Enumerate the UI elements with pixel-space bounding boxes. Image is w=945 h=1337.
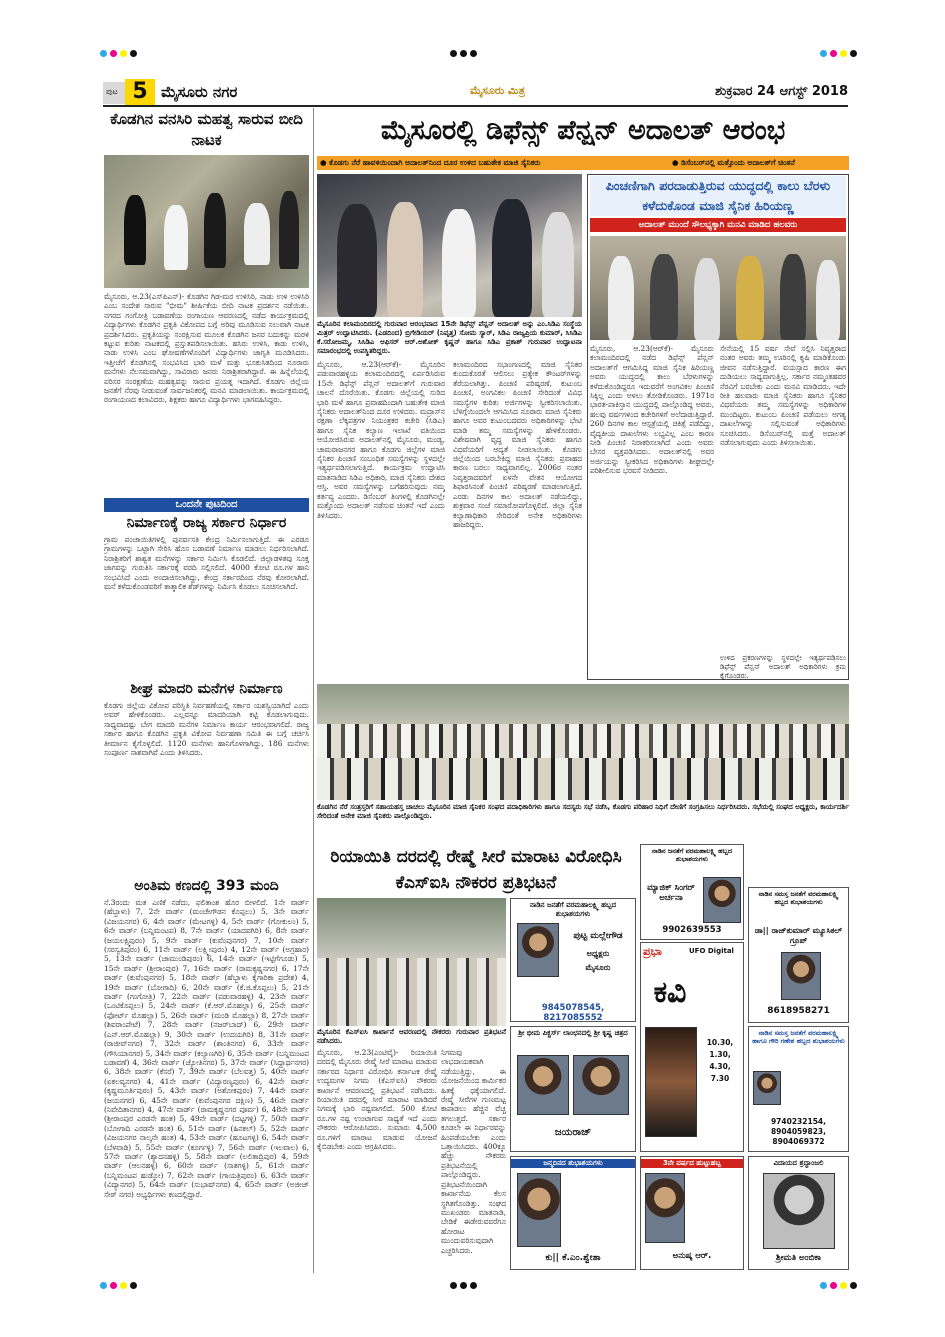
ad3-title: ನಾಡಿನ ಸಮಸ್ತ ಜನತೆಗೆ ವರಮಹಾಲಕ್ಷ್ಮಿ ಹಬ್ಬದ ಶುಭಾಶಯಗಳು: [758, 890, 839, 906]
ad5-poster: [645, 1027, 697, 1137]
column-rule-left: [313, 108, 314, 1273]
ad-prabha-kavi: [640, 942, 744, 1152]
ad2-name: ಮ್ಯಾಜಿಕ್ ಸಿಂಗರ್ ಅರ್ಚನಾ: [647, 883, 695, 903]
lead-sub-left: ● ಕೊಡಗು ನೆರೆ ಹಾವಳಿಯಿಂದಾಗಿ ಅದಾಲತ್‌ನಿಂದ ದೂರ ಉಳಿದ ಬಹುತೇಕ ಮಾಜಿ ಸೈನಿಕರು: [320, 158, 541, 167]
ad-birthday-shwetha: [510, 1156, 636, 1270]
ad-bheema-pictures: [510, 1026, 636, 1152]
page-header: [103, 79, 848, 104]
ad3-portrait: [781, 952, 821, 1000]
ad1-portrait: [517, 923, 559, 977]
lead-headline: ಮೈಸೂರಲ್ಲಿ ಡಿಫೆನ್ಸ್ ಪೆನ್ಷನ್ ಅದಾಲತ್ ಆರಂಭ: [380, 115, 786, 146]
group-photo-caption: ಕೊಡಗಿನ ನೆರೆ ಸಂತ್ರಸ್ತರಿಗೆ ಸಹಾಯಹಸ್ತ ಚಾಚಲು ಮೈಸೂರಿನ ಮಾಜಿ ಸೈನಿಕರ ಸಂಘದ ಪದಾಧಿಕಾರಿಗಳು ಹಾಗೂ ಸದಸ್ಯರು ಸಭೆ ನಡೆಸಿ, ಕೊಡಗು ಪರಿಹಾರ ನಿಧಿಗೆ ದೇಣಿಗೆ ಸಂಗ್ರಹಿಸಲು ನಿರ್ಧರಿಸಿದರು. ಸಭೆಯಲ್ಲಿ ಸಂಘದ ಅಧ್ಯಕ್ಷರು, ಕಾರ್ಯದರ್ಶಿ ಸೇರಿದಂತೆ ಅನೇಕ ಮಾಜಿ ಸೈನಿಕರು ಪಾಲ್ಗೊಂಡಿದ್ದರು.: [317, 803, 849, 820]
registration-marks-bottom-right: [820, 1282, 857, 1289]
ad7-name: ಕು|| ಕೆ.ಎಂ.ಶ್ವೇತಾ: [545, 1253, 601, 1263]
group-photo: [317, 684, 849, 800]
ad4-portrait-2: [573, 1055, 629, 1115]
lead-body-col2: ಕಲಾಮಂದಿರದ ಸಭಾಂಗಣದಲ್ಲಿ ಮಾಜಿ ಸೈನಿಕರ ಕುಂದುಕೊರತೆ ಆಲಿಸಲು ಪ್ರತ್ಯೇಕ ಕೌಂಟರ್‌ಗಳನ್ನು ತೆರೆಯಲಾಗಿತ್ತು. ಪಿಂಚಣಿ ಪರಿಷ್ಕರಣೆ, ಕುಟುಂಬ ಪಿಂಚಣಿ, ಅಂಗವಿಕಲ ಪಿಂಚಣಿ ಸೇರಿದಂತೆ ವಿವಿಧ ಸಮಸ್ಯೆಗಳ ಕುರಿತು ಅರ್ಜಿಗಳನ್ನು ಸ್ವೀಕರಿಸಲಾಯಿತು. ಬೆಳಿಗ್ಗೆಯಿಂದಲೇ ಆಗಮಿಸಿದ ನೂರಾರು ಮಾಜಿ ಸೈನಿಕರು ಹಾಗೂ ಅವರ ಕುಟುಂಬದವರು ಅಧಿಕಾರಿಗಳನ್ನು ಭೇಟಿ ಮಾಡಿ ತಮ್ಮ ಸಮಸ್ಯೆಗಳನ್ನು ಹೇಳಿಕೊಂಡರು. ವಿಶೇಷವಾಗಿ ವೃದ್ಧ ಮಾಜಿ ಸೈನಿಕರು ಹಾಗೂ ವಿಧವೆಯರಿಗೆ ಆದ್ಯತೆ ನೀಡಲಾಯಿತು. ಕೊಡಗು ಜಿಲ್ಲೆಯಿಂದ ಬರಬೇಕಿದ್ದ ಮಾಜಿ ಸೈನಿಕರು ಪ್ರವಾಹದ ಕಾರಣ ಬರಲು ಸಾಧ್ಯವಾಗಲಿಲ್ಲ. 2006ರ ನಂತರ ನಿವೃತ್ತರಾದವರಿಗೆ ಏಳನೇ ವೇತನ ಆಯೋಗದ ಶಿಫಾರಸಿನಂತೆ ಪಿಂಚಣಿ ಪರಿಷ್ಕರಣೆ ಮಾಡಲಾಗುತ್ತಿದೆ. ಎರಡು ದಿನಗಳ ಕಾಲ ಅದಾಲತ್ ನಡೆಯಲಿದ್ದು, ಶುಕ್ರವಾರ ಸಂಜೆ ಸಮಾರೋಪಗೊಳ್ಳಲಿದೆ. ಜಿಲ್ಲಾ ಸೈನಿಕ ಕಲ್ಯಾಣಾಧಿಕಾರಿ ಸೇರಿದಂತೆ ಅನೇಕ ಅಧಿಕಾರಿಗಳು ಹಾಜರಿದ್ದರು.: [453, 360, 582, 529]
ad4-name: ಜಯರಾಜ್: [554, 1127, 592, 1138]
ondane-band: ಒಂದನೇ ಪುಟದಿಂದ: [104, 498, 309, 512]
ad9-name: ಶ್ರೀಮತಿ ಅಂಬಿಕಾ: [776, 1253, 821, 1263]
ad6-portrait: [753, 1071, 781, 1105]
masthead: ಮೈಸೂರು ಮಿತ್ರ: [470, 84, 525, 97]
ad8-title: 3ನೇ ವರ್ಷದ ಹುಟ್ಟುಹಬ್ಬ: [641, 1159, 743, 1168]
ad4-portrait-1: [517, 1055, 569, 1115]
ad1-name: ಪುಟ್ಟ ಮಲ್ಲೇಗೌಡ: [573, 931, 623, 941]
ad2-title: ನಾಡಿನ ಜನತೆಗೆ ವರಮಹಾಲಕ್ಷ್ಮಿ ಹಬ್ಬದ ಶುಭಾಶಯಗಳು: [651, 847, 733, 863]
shighra-headline: ಶೀಘ್ರ ಮಾದರಿ ಮನೆಗಳ ನಿರ್ಮಾಣ: [130, 681, 283, 697]
left-story-headline: ಕೊಡಗಿನ ವನಸಿರಿ ಮಹತ್ವ ಸಾರುವ ಬೀದಿ ನಾಟಕ: [110, 110, 303, 149]
antima-headline: ಅಂತಿಮ ಕಣದಲ್ಲಿ 393 ಮಂದಿ: [134, 878, 279, 894]
ad6-title: ನಾಡಿನ ಸಮಸ್ತ ಜನತೆಗೆ ವರಮಹಾಲಕ್ಷ್ಮಿ ಹಾಗೂ ಗೌರಿ ಗಣೇಶ ಹಬ್ಬದ ಶುಭಾಶಯಗಳು: [752, 1029, 845, 1045]
ad3-name: ಡಾ|| ರಾಜ್‌ಕುಮಾರ್ ಮ್ಯೂಸಿಕಲ್ ಗ್ರೂಪ್: [754, 926, 843, 945]
sidebar-band: ಅದಾಲತ್ ಮುಂದೆ ಸೌಲಭ್ಯಕ್ಕಾಗಿ ಮನವಿ ಮಾಡಿದ ಹಲವರು: [590, 218, 846, 232]
ad1-phone: 9845078545, 8217085552: [541, 1003, 605, 1022]
registration-marks-top-right: [820, 50, 857, 57]
left-story-body: ಮೈಸೂರು, ಆ.23(ಎಸ್‌ಪಿಎನ್)- ಕೊಡಗಿನ ಗಿಡ-ಮರ ಉಳಿಸಿರಿ, ನಾಡು ಉಳಿ ಉಳಿಸಿರಿ ಎಂಬ ಸಂದೇಶ ಸಾರುವ "ಭೀಮ" ಶೀರ್ಷಿಕೆಯ ಬೀದಿ ನಾಟಕ ಪ್ರದರ್ಶನ ನಡೆಯಿತು. ನಗರದ ಗಂಗೋತ್ರಿ ಬಡಾವಣೆಯ ರಂಗಾಯಣ ಆವರಣದಲ್ಲಿ ನಡೆದ ಕಾರ್ಯಕ್ರಮದಲ್ಲಿ ವಿದ್ಯಾರ್ಥಿಗಳು ಕೊಡಗಿನ ಪ್ರಕೃತಿ ವಿಕೋಪದ ಬಗ್ಗೆ ಅರಿವು ಮೂಡಿಸುವ ಸಲುವಾಗಿ ನಾಟಕ ಪ್ರದರ್ಶಿಸಿದರು. ಪ್ರಕೃತಿಯನ್ನು ಸಂರಕ್ಷಿಸುವ ಮೂಲಕ ಕೊಡಗಿನ ಜನರ ಬದುಕನ್ನು ಮರಳಿ ಕಟ್ಟುವ ಕುರಿತು ನಾಟಕದಲ್ಲಿ ಪ್ರಸ್ತುತಪಡಿಸಲಾಯಿತು. ಹಸಿರು ಉಳಿಸಿ, ಕಾಡು ಉಳಿಸಿ, ನಾಡು ಉಳಿಸಿ ಎಂಬ ಘೋಷಣೆಗಳೊಂದಿಗೆ ವಿದ್ಯಾರ್ಥಿಗಳು ಜಾಗೃತಿ ಮೂಡಿಸಿದರು. ಇತ್ತೀಚೆಗೆ ಕೊಡಗಿನಲ್ಲಿ ಸಂಭವಿಸಿದ ಭಾರಿ ಮಳೆ ಮತ್ತು ಭೂಕುಸಿತದಿಂದ ನೂರಾರು ಮನೆಗಳು ನೆಲಸಮವಾಗಿದ್ದು, ಸಾವಿರಾರು ಜನರು ನಿರಾಶ್ರಿತರಾಗಿದ್ದಾರೆ. ಈ ಹಿನ್ನೆಲೆಯಲ್ಲಿ ಪರಿಸರ ಸಂರಕ್ಷಣೆಯ ಮಹತ್ವವನ್ನು ಸಾರುವ ಪ್ರಯತ್ನ ಇದಾಗಿದೆ. ಕೊಡಗು ಜಿಲ್ಲೆಯ ಜನತೆಗೆ ನೆರವು ನೀಡುವಂತೆ ಸಾರ್ವಜನಿಕರಲ್ಲಿ ಮನವಿ ಮಾಡಲಾಯಿತು. ಕಾರ್ಯಕ್ರಮದಲ್ಲಿ ರಂಗಾಯಣದ ಕಲಾವಿದರು, ಶಿಕ್ಷಕರು ಹಾಗೂ ವಿದ್ಯಾರ್ಥಿಗಳು ಭಾಗವಹಿಸಿದ್ದರು.: [104, 292, 309, 405]
sidebar-body-col1: ಮೈಸೂರು, ಆ.23(ಆರ್‌ಕೆ)- ಮೈಸೂರು ಕಲಾಮಂದಿರದಲ್ಲಿ ನಡೆದ ಡಿಫೆನ್ಸ್ ಪೆನ್ಷನ್ ಅದಾಲತ್‌ಗೆ ಆಗಮಿಸಿದ್ದ ಮಾಜಿ ಸೈನಿಕ ಹಿರಿಯಣ್ಣ ಅವರು ಯುದ್ಧದಲ್ಲಿ ಕಾಲು ಬೆರಳುಗಳನ್ನು ಕಳೆದುಕೊಂಡಿದ್ದರೂ ಇದುವರೆಗೆ ಅಂಗವಿಕಲ ಪಿಂಚಣಿ ಸಿಕ್ಕಿಲ್ಲ ಎಂದು ಅಳಲು ತೋಡಿಕೊಂಡರು. 1971ರ ಭಾರತ-ಪಾಕಿಸ್ತಾನ ಯುದ್ಧದಲ್ಲಿ ಪಾಲ್ಗೊಂಡಿದ್ದ ಅವರು, ಹಲವು ವರ್ಷಗಳಿಂದ ಕಚೇರಿಗಳಿಗೆ ಅಲೆದಾಡುತ್ತಿದ್ದಾರೆ. 260 ದಿನಗಳ ಕಾಲ ಆಸ್ಪತ್ರೆಯಲ್ಲಿ ಚಿಕಿತ್ಸೆ ಪಡೆದಿದ್ದು, ವೈದ್ಯಕೀಯ ದಾಖಲೆಗಳು ಲಭ್ಯವಿಲ್ಲ ಎಂಬ ಕಾರಣ ನೀಡಿ ಪಿಂಚಣಿ ನಿರಾಕರಿಸಲಾಗಿದೆ ಎಂದು ಅವರು ಬೇಸರ ವ್ಯಕ್ತಪಡಿಸಿದರು. ಅದಾಲತ್‌ನಲ್ಲಿ ಅವರ ಅರ್ಜಿಯನ್ನು ಸ್ವೀಕರಿಸಿದ ಅಧಿಕಾರಿಗಳು ಶೀಘ್ರದಲ್ಲೇ ಪರಿಶೀಲಿಸುವ ಭರವಸೆ ನೀಡಿದರು.: [590, 344, 714, 476]
ad9-portrait: [763, 1173, 835, 1249]
ad2-portrait: [703, 877, 741, 923]
ad1-place: ಮೈಸೂರು: [585, 963, 611, 972]
ad5-times: 10.30, 1.30, 4.30, 7.30: [706, 1038, 734, 1083]
registration-marks-bottom-center: [450, 1282, 477, 1289]
adalat-inauguration-photo: [317, 174, 582, 317]
ad9-title: ವಿದಾಯದ ಶ್ರದ್ಧಾಂಜಲಿ: [773, 1159, 824, 1167]
protest-photo: [317, 898, 506, 1026]
ad5-title: ಪ್ರಭಾ: [643, 945, 662, 958]
date-line: ಶುಕ್ರವಾರ 24 ಆಗಸ್ಟ್ 2018: [715, 84, 848, 99]
lead-photo-caption: ಮೈಸೂರಿನ ಕಲಾಮಂದಿರದಲ್ಲಿ ಗುರುವಾರ ಆರಂಭವಾದ 15ನೇ ಡಿಫೆನ್ಸ್ ಪೆನ್ಷನ್ ಅದಾಲತ್ ಅನ್ನು ಎಂ.ಸಿಡಿಎ ಸಂಸ್ಥೆಯ ಮಿತ್ರರ್ ಉದ್ಘಾಟಿಸಿದರು. (ಎಡದಿಂದ) ಬ್ರಿಗೇಡಿಯರ್ (ನಿವೃತ್ತ) ಸೋಮ ಸ್ಯಾರ್, ಸಿಡಿಎ ರಾಜ್ಯಪ್ರಿಯ ಕುಮಾರ್, ಸಿಸಿಡಿಎ ಕೆ.ಸರೋಜಮ್ಮ, ಸಿಸಿಡಿಎ ಆಫಿಸರ್ ಆರ್.ಅಶೋಕ್ ಕೃಷ್ಣನ್ ಹಾಗೂ ಸಿಡಿಎ ಪ್ರಕಾಶ್ ಗುರುವಾರ ಉದ್ಘಾಟನಾ ಸಮಾರಂಭದಲ್ಲಿ ಉಪಸ್ಥಿತರಿದ್ದರು.: [317, 320, 582, 355]
ad-obituary: [748, 1156, 849, 1270]
ad7-portrait: [517, 1173, 561, 1247]
ad-birthday-anushka: [640, 1156, 744, 1270]
page-number: 5: [125, 79, 155, 105]
ad-rajkumar-musical: [748, 887, 849, 1023]
sidebar-body-col2: ಸೇನೆಯಲ್ಲಿ 15 ವರ್ಷ ಸೇವೆ ಸಲ್ಲಿಸಿ ನಿವೃತ್ತರಾದ ನಂತರ ಅವರು ತಮ್ಮ ಊರಿನಲ್ಲಿ ಕೃಷಿ ಮಾಡಿಕೊಂಡು ಜೀವನ ನಡೆಸುತ್ತಿದ್ದಾರೆ. ವಯಸ್ಸಾದ ಕಾರಣ ಈಗ ದುಡಿಯಲು ಸಾಧ್ಯವಾಗುತ್ತಿಲ್ಲ. ಸರ್ಕಾರ ನಮ್ಮಂತಹವರ ನೆರವಿಗೆ ಬರಬೇಕು ಎಂದು ಮನವಿ ಮಾಡಿದರು. ಇದೇ ರೀತಿ ಹಲವಾರು ಮಾಜಿ ಸೈನಿಕರು ಹಾಗೂ ಸೈನಿಕರ ವಿಧವೆಯರು ತಮ್ಮ ಸಮಸ್ಯೆಗಳನ್ನು ಅಧಿಕಾರಿಗಳ ಮುಂದಿಟ್ಟರು. ಕುಟುಂಬ ಪಿಂಚಣಿ ಪಡೆಯಲು ಅಗತ್ಯ ದಾಖಲೆಗಳನ್ನು ಸಲ್ಲಿಸುವಂತೆ ಅಧಿಕಾರಿಗಳು ಸೂಚಿಸಿದರು. ಡಿಸೆಂಬರ್‌ನಲ್ಲಿ ಮತ್ತೆ ಅದಾಲತ್ ನಡೆಸಲಾಗುವುದು ಎಂದು ತಿಳಿಸಲಾಯಿತು.: [720, 344, 846, 448]
ad-magic-singer: [640, 844, 744, 940]
sidebar-headline: ಪಿಂಚಣಿಗಾಗಿ ಪರದಾಡುತ್ತಿರುವ ಯುದ್ಧದಲ್ಲಿ ಕಾಲು ಬೆರಳು ಕಳೆದುಕೊಂಡ ಮಾಜಿ ಸೈನಿಕ ಹಿರಿಯಣ್ಣ: [590, 176, 846, 216]
protest-body-col1: ಮೈಸೂರು, ಆ.23(ಎಂಟಿವೈ)- ರಿಯಾಯಿತಿ ದರದಲ್ಲಿ ಮೈಸೂರು ರೇಷ್ಮೆ ಸೀರೆ ಮಾರಾಟ ಮಾಡುವ ಸರ್ಕಾರದ ನಿರ್ಧಾರ ವಿರೋಧಿಸಿ ಕರ್ನಾಟಕ ರೇಷ್ಮೆ ಉದ್ಯಮಗಳ ನಿಗಮ (ಕೆಎಸ್‌ಐಸಿ) ನೌಕರರು ಕಾರ್ಖಾನೆ ಆವರಣದಲ್ಲಿ ಪ್ರತಿಭಟನೆ ನಡೆಸಿದರು. ರಿಯಾಯಿತಿ ದರದಲ್ಲಿ ಸೀರೆ ಮಾರಾಟ ಮಾಡಿದರೆ ನಿಗಮಕ್ಕೆ ಭಾರಿ ನಷ್ಟವಾಗಲಿದೆ. 500 ಕೋಟಿ ರೂ.ಗಳ ನಷ್ಟ ಉಂಟಾಗುವ ಸಾಧ್ಯತೆ ಇದೆ ಎಂದು ನೌಕರರು ಆರೋಪಿಸಿದರು. ಸುಮಾರು 4,500 ರೂ.ಗಳಿಗೆ ಮಾರಾಟ ಮಾಡುವ ಯೋಜನೆ ಕೈಬಿಡಬೇಕು ಎಂದು ಆಗ್ರಹಿಸಿದರು.: [317, 1048, 437, 1152]
ad1-title: ನಾಡಿನ ಜನತೆಗೆ ವರಮಹಾಲಕ್ಷ್ಮಿ ಹಬ್ಬದ ಶುಭಾಶಯಗಳು: [529, 901, 617, 918]
ad8-name: ಅನುಷ್ಕ ಆರ್.: [672, 1251, 712, 1261]
ad5-film: ಕವಿ: [653, 975, 687, 1010]
ad2-phone: 9902639553: [662, 925, 722, 935]
ad6-phone: 9740232154, 8904059823, 8904069372: [770, 1117, 827, 1146]
ad7-title: ಜನ್ಮದಿನದ ಶುಭಾಶಯಗಳು: [511, 1159, 635, 1168]
ad1-role: ಅಧ್ಯಕ್ಷರು: [586, 949, 610, 958]
protest-photo-caption: ಮೈಸೂರಿನ ಕೆಎಸ್‌ಐಸಿ ಕಾರ್ಖಾನೆ ಆವರಣದಲ್ಲಿ ನೌಕರರು ಗುರುವಾರ ಪ್ರತಿಭಟನೆ ನಡೆಸಿದರು.: [317, 1028, 506, 1045]
section-name: ಮೈಸೂರು ನಗರ: [161, 83, 238, 101]
registration-marks-top-center: [450, 50, 477, 57]
registration-marks-bottom-left: [100, 1282, 137, 1289]
page-number-box: [103, 79, 155, 104]
lead-sub-right: ● ಡಿಸೆಂಬರ್‌ನಲ್ಲಿ ಮತ್ತೊಂದು ಅದಾಲತ್‌ಗೆ ಚಿಂತನೆ: [672, 158, 795, 167]
ad-putta-mallegowda: [510, 898, 636, 1022]
ad5-subtitle: UFO Digital: [689, 947, 734, 955]
lead-body-col1: ಮೈಸೂರು, ಆ.23(ಆರ್‌ಕೆ)- ಮೈಸೂರಿನ ಪಡುವಾರಹಳ್ಳಿಯ ಕಲಾಮಂದಿರದಲ್ಲಿ ಏರ್ಪಡಿಸಿರುವ 15ನೇ ಡಿಫೆನ್ಸ್ ಪೆನ್ಷನ್ ಅದಾಲತ್‌ಗೆ ಗುರುವಾರ ಚಾಲನೆ ದೊರೆಯಿತು. ಕೊಡಗು ಜಿಲ್ಲೆಯಲ್ಲಿ ಸುರಿದ ಭಾರಿ ಮಳೆ ಹಾಗೂ ಪ್ರವಾಹದಿಂದಾಗಿ ಬಹುತೇಕ ಮಾಜಿ ಸೈನಿಕರು ಅದಾಲತ್‌ನಿಂದ ದೂರ ಉಳಿದರು. ಮದ್ರಾಸ್‌ನ ರಕ್ಷಣಾ ಲೆಕ್ಕಪತ್ರಗಳ ನಿಯಂತ್ರಕರ ಕಚೇರಿ (ಸಿಡಿಎ) ಹಾಗೂ ಸೈನಿಕ ಕಲ್ಯಾಣ ಇಲಾಖೆ ವತಿಯಿಂದ ಆಯೋಜಿಸಿರುವ ಅದಾಲತ್‌ನಲ್ಲಿ ಮೈಸೂರು, ಮಂಡ್ಯ, ಚಾಮರಾಜನಗರ ಹಾಗೂ ಕೊಡಗು ಜಿಲ್ಲೆಗಳ ಮಾಜಿ ಸೈನಿಕರ ಪಿಂಚಣಿ ಸಂಬಂಧಿತ ಸಮಸ್ಯೆಗಳನ್ನು ಸ್ಥಳದಲ್ಲೇ ಇತ್ಯರ್ಥಪಡಿಸಲಾಗುತ್ತಿದೆ. ಕಾರ್ಯಕ್ರಮ ಉದ್ಘಾಟಿಸಿ ಮಾತನಾಡಿದ ಸಿಡಿಎ ಅಧಿಕಾರಿ, ಮಾಜಿ ಸೈನಿಕರು ದೇಶದ ಆಸ್ತಿ. ಅವರ ಸಮಸ್ಯೆಗಳನ್ನು ಬಗೆಹರಿಸುವುದು ನಮ್ಮ ಕರ್ತವ್ಯ ಎಂದರು. ಡಿಸೆಂಬರ್ ತಿಂಗಳಲ್ಲಿ ಕೊಡಗಿನಲ್ಲೇ ಮತ್ತೊಂದು ಅದಾಲತ್ ನಡೆಸುವ ಚಿಂತನೆ ಇದೆ ಎಂದು ತಿಳಿಸಿದರು.: [317, 360, 445, 520]
sidebar-footer: ಉಳಿದ ಪ್ರಕರಣಗಳನ್ನು ಸ್ಥಳದಲ್ಲೇ ಇತ್ಯರ್ಥಪಡಿಸಲು ಡಿಫೆನ್ಸ್ ಪೆನ್ಷನ್ ಅದಾಲತ್ ಅಧಿಕಾರಿಗಳು ಕ್ರಮ ಕೈಗೊಂಡರು.: [720, 654, 846, 680]
ad8-portrait: [645, 1173, 685, 1243]
shighra-body: ಕೊಡಗು ಜಿಲ್ಲೆಯ ವಿಕೋಪ ಪರಿಸ್ಥಿತಿ ನಿರ್ವಹಣೆಯಲ್ಲಿ ಸರ್ಕಾರ ಯಶಸ್ವಿಯಾಗಿದೆ ಎಂದು ಅವರ್ ಹೇಳಿಕೊಂಡರು. ಎಲ್ಲವನ್ನೂ ಮಾದರಿಯಾಗಿ ಕಟ್ಟಿ ಕೊಡಲಾಗುವುದು. ಸಾಧ್ಯವಾದಷ್ಟು ಬೇಗ ಮಾದರಿ ಮನೆಗಳ ನಿರ್ಮಾಣ ಕಾರ್ಯ ಆರಂಭವಾಗಲಿದೆ. ರಾಜ್ಯ ಸರ್ಕಾರ ಹಾಗೂ ಕೊಡಗಿನ ಪ್ರಕೃತಿ ವಿಕೋಪ ನಿರ್ವಹಣಾ ಸಮಿತಿ ಈ ಬಗ್ಗೆ ಚರ್ಚಿಸಿ ತೀರ್ಮಾನ ಕೈಗೊಳ್ಳಲಿದೆ. 1120 ಮನೆಗಳು ಹಾನಿಗೊಳಗಾಗಿದ್ದು, 186 ಮನೆಗಳು ಸಂಪೂರ್ಣ ನಾಶವಾಗಿವೆ ಎಂದು ತಿಳಿಸಿದರು.: [104, 701, 309, 758]
sidebar-photo: [590, 236, 846, 340]
page-word: ಪುಟ: [106, 87, 118, 96]
antima-body: ನೆ.3ರಂದು ಮತ ಎಣಿಕೆ ನಡೆದು, ಫಲಿತಾಂಶ ಹೊರ ಬೀಳಲಿದೆ. 1ನೇ ವಾರ್ಡ್ (ಹೆಬ್ಬಾಳು) 7, 2ನೇ ವಾರ್ಡ್ (ಮಂಚೇಗೌಡನ ಕೊಪ್ಪಲು) 5, 3ನೇ ವಾರ್ಡ್ (ವಿಜಯನಗರ) 6, 4ನೇ ವಾರ್ಡ್ (ಮೇಟಗಳ್ಳಿ) 4, 5ನೇ ವಾರ್ಡ್ (ಗೋಕುಲಂ) 5, 6ನೇ ವಾರ್ಡ್ (ಬನ್ನಿಮಂಟಪ) 8, 7ನೇ ವಾರ್ಡ್ (ಯಾದವಗಿರಿ) 6, 8ನೇ ವಾರ್ಡ್ (ಜಯಲಕ್ಷ್ಮಿಪುರಂ) 5, 9ನೇ ವಾರ್ಡ್ (ಕುವೆಂಪುನಗರ) 7, 10ನೇ ವಾರ್ಡ್ (ಸರಸ್ವತಿಪುರಂ) 6, 11ನೇ ವಾರ್ಡ್ (ಲಕ್ಷ್ಮೀಪುರಂ) 4, 12ನೇ ವಾರ್ಡ್ (ಅಗ್ರಹಾರ) 5, 13ನೇ ವಾರ್ಡ್ (ಚಾಮುಂಡಿಪುರಂ) 6, 14ನೇ ವಾರ್ಡ್ (ಇಟ್ಟಿಗೆಗೂಡು) 5, 15ನೇ ವಾರ್ಡ್ (ಶ್ರೀರಾಂಪುರ) 7, 16ನೇ ವಾರ್ಡ್ (ರಾಮಕೃಷ್ಣನಗರ) 6, 17ನೇ ವಾರ್ಡ್ (ಕುವೆಂಪುನಗರ) 5, 18ನೇ ವಾರ್ಡ್ (ಹೆಬ್ಬಾಳು ಕೈಗಾರಿಕಾ ಪ್ರದೇಶ) 4, 19ನೇ ವಾರ್ಡ್ (ಬೋಗಾದಿ) 6, 20ನೇ ವಾರ್ಡ್ (ಕೆ.ಜಿ.ಕೊಪ್ಪಲು) 5, 21ನೇ ವಾರ್ಡ್ (ಗಂಗೋತ್ರಿ) 7, 22ನೇ ವಾರ್ಡ್ (ಪಡುವಾರಹಳ್ಳಿ) 4, 23ನೇ ವಾರ್ಡ್ (ಒಂಟಿಕೊಪ್ಪಲು) 5, 24ನೇ ವಾರ್ಡ್ (ಕೆ.ಆರ್.ಮೊಹಲ್ಲಾ) 6, 25ನೇ ವಾರ್ಡ್ (ಫೋರ್ಟ್ ಮೊಹಲ್ಲಾ) 5, 26ನೇ ವಾರ್ಡ್ (ಮಂಡಿ ಮೊಹಲ್ಲಾ) 8, 27ನೇ ವಾರ್ಡ್ (ಶಿವರಾಂಪೇಟೆ) 7, 28ನೇ ವಾರ್ಡ್ (ನಜರ್‌ಬಾದ್) 6, 29ನೇ ವಾರ್ಡ್ (ಎನ್.ಆರ್.ಮೊಹಲ್ಲಾ) 9, 30ನೇ ವಾರ್ಡ್ (ಉದಯಗಿರಿ) 8, 31ನೇ ವಾರ್ಡ್ (ರಾಜೀವ್‌ನಗರ) 7, 32ನೇ ವಾರ್ಡ್ (ಶಾಂತಿನಗರ) 6, 33ನೇ ವಾರ್ಡ್ (ಗೌಸಿಯಾನಗರ) 5, 34ನೇ ವಾರ್ಡ್ (ಕಲ್ಯಾಣಗಿರಿ) 6, 35ನೇ ವಾರ್ಡ್ (ಬನ್ನಿಮಂಟಪ ಬಡಾವಣೆ) 4, 36ನೇ ವಾರ್ಡ್ (ಜ್ಯೋತಿನಗರ) 5, 37ನೇ ವಾರ್ಡ್ (ಸಿದ್ದಾರ್ಥನಗರ) 6, 38ನೇ ವಾರ್ಡ್ (ಕೆಸರೆ) 7, 39ನೇ ವಾರ್ಡ್ (ಬೆಲವತ್ತ) 5, 40ನೇ ವಾರ್ಡ್ (ಏಕಲವ್ಯನಗರ) 4, 41ನೇ ವಾರ್ಡ್ (ವಿದ್ಯಾರಣ್ಯಪುರಂ) 6, 42ನೇ ವಾರ್ಡ್ (ಕೃಷ್ಣಮೂರ್ತಿಪುರಂ) 5, 43ನೇ ವಾರ್ಡ್ (ಅಶೋಕಪುರಂ) 7, 44ನೇ ವಾರ್ಡ್ (ಜಯನಗರ) 6, 45ನೇ ವಾರ್ಡ್ (ಕುವೆಂಪುನಗರ ದಕ್ಷಿಣ) 5, 46ನೇ ವಾರ್ಡ್ (ನಿವೇದಿತಾನಗರ) 4, 47ನೇ ವಾರ್ಡ್ (ರಾಮಕೃಷ್ಣನಗರ ಪೂರ್ವ) 6, 48ನೇ ವಾರ್ಡ್ (ಶ್ರೀರಾಂಪುರ ಎರಡನೇ ಹಂತ) 5, 49ನೇ ವಾರ್ಡ್ (ದಟ್ಟಗಳ್ಳಿ) 7, 50ನೇ ವಾರ್ಡ್ (ಬೋಗಾದಿ ಎರಡನೇ ಹಂತ) 6, 51ನೇ ವಾರ್ಡ್ (ಹಿನಕಲ್) 5, 52ನೇ ವಾರ್ಡ್ (ವಿಜಯನಗರ ನಾಲ್ಕನೇ ಹಂತ) 4, 53ನೇ ವಾರ್ಡ್ (ಹೂಟಗಳ್ಳಿ) 6, 54ನೇ ವಾರ್ಡ್ (ಬೆಳವಾಡಿ) 5, 55ನೇ ವಾರ್ಡ್ (ಕೂರ್ಗಳ್ಳಿ) 7, 56ನೇ ವಾರ್ಡ್ (ಇಲವಾಲ) 6, 57ನೇ ವಾರ್ಡ್ (ಶ್ಯಾದನಹಳ್ಳಿ) 5, 58ನೇ ವಾರ್ಡ್ (ಲಲಿತಾದ್ರಿಪುರ) 4, 59ನೇ ವಾರ್ಡ್ (ಆಲನಹಳ್ಳಿ) 6, 60ನೇ ವಾರ್ಡ್ (ಸಾತಗಳ್ಳಿ) 5, 61ನೇ ವಾರ್ಡ್ (ಬನ್ನಿಮಂಟಪ ಹುಡ್ಕೋ) 7, 62ನೇ ವಾರ್ಡ್ (ಗಾಯತ್ರಿಪುರಂ) 6, 63ನೇ ವಾರ್ಡ್ (ವಿದ್ಯಾನಗರ) 5, 64ನೇ ವಾರ್ಡ್ (ಸುಭಾಷ್‌ನಗರ) 4, 65ನೇ ವಾರ್ಡ್ (ಅಜೀಜ್ ಸೇಠ್ ನಗರ) ಅಭ್ಯರ್ಥಿಗಳು ಕಣದಲ್ಲಿದ್ದಾರೆ.: [104, 898, 309, 1199]
ondane-body: ಗ್ರಾಮ ಪಂಚಾಯಿತಿಗಳಲ್ಲಿ ಪುನರ್ವಸತಿ ಕೇಂದ್ರ ನಿರ್ಮಿಸಲಾಗುತ್ತಿದೆ. ಈ ಎರಡೂ ಗ್ರಾಮಗಳನ್ನು ಒಟ್ಟಾಗಿ ಸೇರಿಸಿ ಹೊಸ ಬಡಾವಣೆ ನಿರ್ಮಾಣ ಮಾಡಲು ನಿರ್ಧರಿಸಲಾಗಿದೆ. ನಿರಾಶ್ರಿತರಿಗೆ ಶಾಶ್ವತ ಮನೆಗಳನ್ನು ಸರ್ಕಾರ ನಿರ್ಮಿಸಿ ಕೊಡಲಿದೆ. ಜಿಲ್ಲಾಡಳಿತವು ಸೂಕ್ತ ಜಾಗವನ್ನು ಗುರುತಿಸಿ ಸರ್ಕಾರಕ್ಕೆ ವರದಿ ಸಲ್ಲಿಸಲಿದೆ. 4000 ಕೋಟಿ ರೂ.ಗಳ ಹಾನಿ ಸಂಭವಿಸಿದೆ ಎಂದು ಅಂದಾಜಿಸಲಾಗಿದ್ದು, ಕೇಂದ್ರ ಸರ್ಕಾರದಿಂದ ನೆರವು ಕೋರಲಾಗಿದೆ. ಮನೆ ಕಳೆದುಕೊಂಡವರಿಗೆ ತಾತ್ಕಾಲಿಕ ಶೆಡ್‌ಗಳನ್ನು ನಿರ್ಮಿಸಿ ಕೊಡಲು ಸೂಚಿಸಲಾಗಿದೆ.: [104, 535, 309, 592]
ondane-headline: ನಿರ್ಮಾಣಕ್ಕೆ ರಾಜ್ಯ ಸರ್ಕಾರ ನಿರ್ಧಾರ: [126, 515, 287, 531]
ad3-phone: 8618958271: [767, 1006, 830, 1016]
protest-headline: ರಿಯಾಯಿತಿ ದರದಲ್ಲಿ ರೇಷ್ಮೆ ಸೀರೆ ಮಾರಾಟ ವಿರೋಧಿಸಿ ಕೆಎಸ್‌ಐಸಿ ನೌಕರರ ಪ್ರತಿಭಟನೆ: [330, 847, 622, 893]
ad4-title: ಶ್ರೀ ಭೀಮ ಪಿಕ್ಚರ್ಸ್ ಲಾಂಛನದಲ್ಲಿ ಶ್ರೀ ಕೃಷ್ಣ ಚಿತ್ರದ: [518, 1029, 628, 1037]
registration-marks-top-left: [100, 50, 137, 57]
street-play-photo: [104, 155, 309, 288]
protest-body-col2: ನಿಗಮವು ಲಾಭದಾಯಕವಾಗಿ ನಡೆಯುತ್ತಿದ್ದು, ಈ ಯೋಜನೆಯಿಂದ ಕಾರ್ಮಿಕರ ಹಿತಕ್ಕೆ ಧಕ್ಕೆಯಾಗಲಿದೆ. ರೇಷ್ಮೆ ಸೀರೆಗಳ ಗುಣಮಟ್ಟ ಕಾಪಾಡಲು ಹೆಚ್ಚಿನ ವೆಚ್ಚ ತಗಲುತ್ತದೆ. ಸರ್ಕಾರ ಕೂಡಲೇ ಈ ನಿರ್ಧಾರವನ್ನು ಹಿಂಪಡೆಯಬೇಕು ಎಂದು ಒತ್ತಾಯಿಸಿದರು. 400ಕ್ಕೂ ಹೆಚ್ಚು ನೌಕರರು ಪ್ರತಿಭಟನೆಯಲ್ಲಿ ಪಾಲ್ಗೊಂಡಿದ್ದರು. ಪ್ರತಿಭಟನೆಯಿಂದಾಗಿ ಕಾರ್ಖಾನೆಯ ಕೆಲಸ ಸ್ಥಗಿತಗೊಂಡಿತ್ತು. ಸಂಘದ ಮುಖಂಡರು ಮಾತನಾಡಿ, ಬೇಡಿಕೆ ಈಡೇರುವವರೆಗೂ ಹೋರಾಟ ಮುಂದುವರಿಸುವುದಾಗಿ ಎಚ್ಚರಿಸಿದರು.: [441, 1048, 506, 1255]
ad-ganesha-wishes: [748, 1026, 849, 1152]
